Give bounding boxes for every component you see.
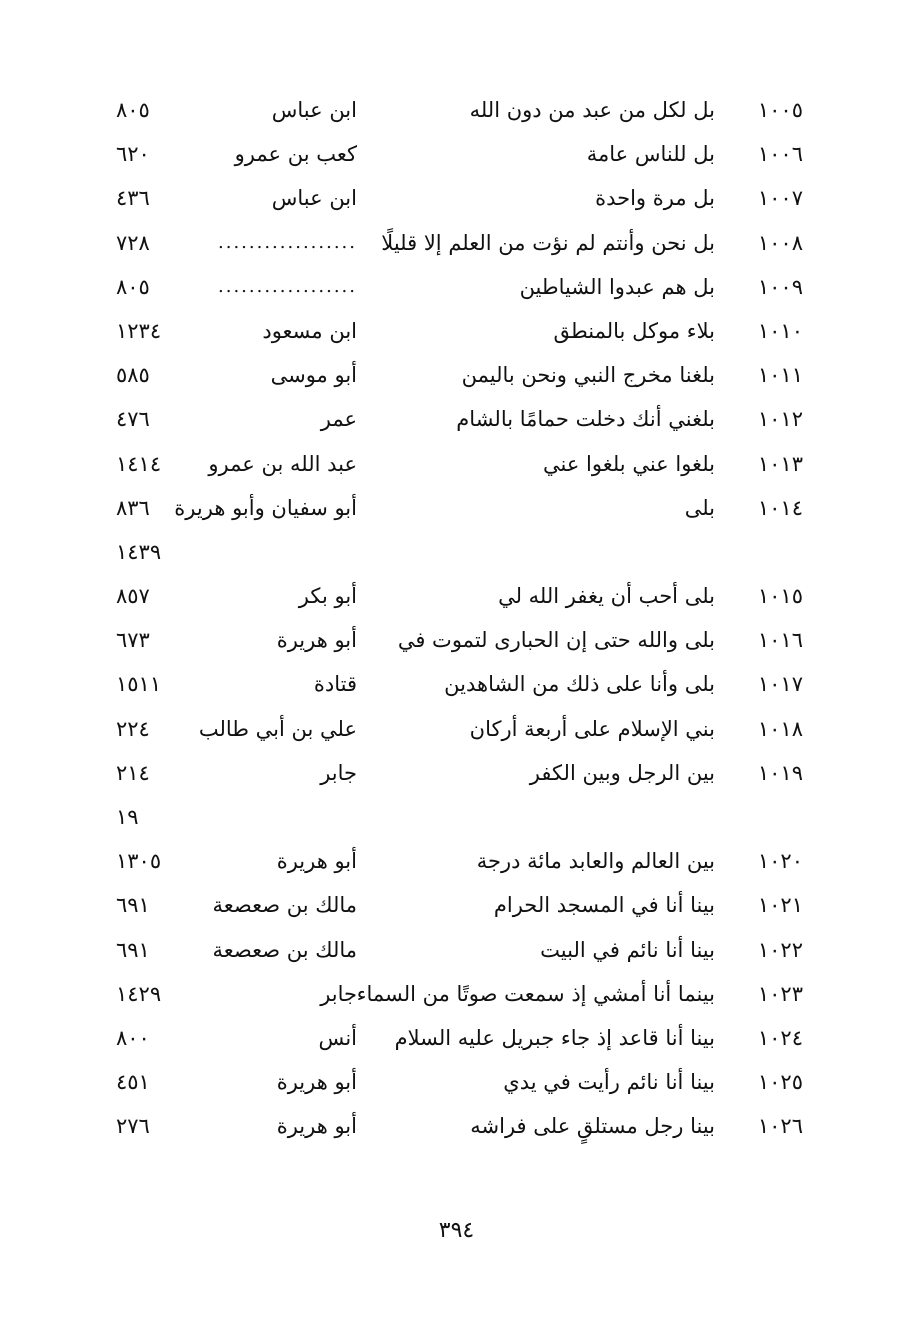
index-row	[0, 221, 913, 265]
page-number: ٣٩٤	[438, 1218, 475, 1243]
index-row	[0, 530, 913, 574]
entry-number: ١٠١٤	[757, 495, 803, 520]
narrator: كعب بن عمرو	[234, 142, 357, 167]
entry-number: ١٠٢٣	[757, 981, 803, 1006]
page-reference: ٨٠٥	[116, 274, 150, 299]
entry-number	[711, 795, 803, 839]
hadith-text: بلى أحب أن يغفر الله لي	[498, 584, 715, 609]
index-row	[0, 88, 913, 132]
hadith-text: بينا أنا في المسجد الحرام	[493, 893, 715, 918]
page-reference: ١٤٢٩	[116, 981, 162, 1006]
entry-number: ١٠٢٥	[757, 1070, 803, 1095]
page-reference: ٢٧٦	[116, 1114, 150, 1139]
entry-number: ١٠١٠	[757, 318, 803, 343]
index-row	[0, 574, 913, 618]
narrator: ابن عباس	[271, 186, 357, 211]
hadith-text: بني الإسلام على أربعة أركان	[469, 716, 715, 741]
hadith-text: بلغنا مخرج النبي ونحن باليمن	[461, 363, 715, 388]
hadith-text: بلى وأنا على ذلك من الشاهدين	[444, 672, 715, 697]
narrator: أبو هريرة	[276, 1070, 357, 1095]
narrator	[157, 530, 357, 574]
narrator: أبو هريرة	[276, 628, 357, 653]
page-reference: ٨٠٥	[116, 98, 150, 122]
narrator: ..................	[218, 275, 357, 297]
hadith-text: بينما أنا أمشي إذ سمعت صوتًا من السماء	[356, 981, 715, 1006]
index-row	[0, 795, 913, 839]
narrator: قتادة	[313, 672, 357, 697]
narrator	[157, 795, 357, 839]
entry-number: ١٠١٧	[757, 672, 803, 697]
entry-number: ١٠١٨	[757, 716, 803, 741]
index-row	[0, 972, 913, 1016]
page-reference: ٢١٤	[116, 760, 150, 785]
page-reference: ٨٥٧	[116, 584, 150, 609]
narrator: عمر	[320, 407, 357, 432]
hadith-text: بين الرجل وبين الكفر	[529, 760, 715, 785]
index-row	[0, 662, 913, 706]
entry-number: ١٠١٥	[757, 584, 803, 609]
entry-number: ١٠١١	[757, 363, 803, 388]
narrator: مالك بن صعصعة	[212, 937, 357, 962]
index-row	[0, 1016, 913, 1060]
index-row	[0, 751, 913, 795]
page-reference: ٨٣٦	[116, 495, 150, 520]
entry-number: ١٠٠٩	[757, 274, 803, 299]
page-reference: ٦٩١	[116, 893, 150, 918]
entry-number: ١٠٢٤	[757, 1025, 803, 1050]
page-reference: ٤٣٦	[116, 186, 150, 211]
narrator: ابن عباس	[271, 98, 357, 122]
entry-number: ١٠٠٥	[757, 98, 803, 122]
entry-number: ١٠٠٦	[757, 142, 803, 167]
page-reference: ١٤٣٩	[116, 539, 162, 564]
hadith-text: بل مرة واحدة	[595, 186, 715, 211]
narrator: عبد الله بن عمرو	[208, 451, 357, 476]
entry-number: ١٠١٣	[757, 451, 803, 476]
page-reference: ١٢٣٤	[116, 318, 162, 343]
narrator: أبو بكر	[298, 584, 357, 609]
narrator: ..................	[218, 231, 357, 253]
page-reference: ٤٧٦	[116, 407, 150, 432]
entry-number: ١٠١٦	[757, 628, 803, 653]
hadith-text: بينا رجل مستلقٍ على فراشه	[470, 1114, 715, 1139]
page-reference: ٢٢٤	[116, 716, 150, 741]
hadith-text: بينا أنا قاعد إذ جاء جبريل عليه السلام	[394, 1025, 715, 1050]
entry-number: ١٠٠٧	[757, 186, 803, 211]
index-row	[0, 309, 913, 353]
page-reference: ٥٨٥	[116, 363, 150, 388]
entry-number: ١٠٠٨	[757, 230, 803, 255]
hadith-text: بل للناس عامة	[586, 142, 715, 167]
narrator: جابر	[320, 760, 357, 785]
index-row	[0, 928, 913, 972]
hadith-text: بينا أنا نائم رأيت في يدي	[503, 1070, 715, 1095]
narrator: أبو هريرة	[276, 849, 357, 874]
page-reference: ٧٢٨	[116, 230, 150, 255]
entry-number: ١٠٢٦	[757, 1114, 803, 1139]
page-reference: ٦٩١	[116, 937, 150, 962]
narrator: أنس	[318, 1025, 357, 1050]
page-reference: ٦٧٣	[116, 628, 150, 653]
narrator: أبو سفيان وأبو هريرة	[174, 495, 357, 520]
page-reference: ١٩	[116, 805, 139, 829]
index-row	[0, 486, 913, 530]
index-row	[0, 1104, 913, 1148]
page-reference: ٤٥١	[116, 1070, 150, 1095]
page-reference: ١٥١١	[116, 672, 162, 697]
entry-number	[711, 530, 803, 574]
index-row	[0, 883, 913, 927]
page-reference: ٨٠٠	[116, 1025, 150, 1050]
index-row	[0, 353, 913, 397]
index-row	[0, 839, 913, 883]
entry-number: ١٠١٢	[757, 407, 803, 432]
index-row	[0, 176, 913, 220]
hadith-text: بلاء موكل بالمنطق	[553, 318, 715, 343]
index-table	[0, 88, 913, 1149]
narrator: مالك بن صعصعة	[212, 893, 357, 918]
entry-number: ١٠٢١	[757, 893, 803, 918]
index-row	[0, 397, 913, 441]
index-row	[0, 442, 913, 486]
hadith-text: بلى	[684, 495, 715, 520]
page-reference: ١٣٠٥	[116, 849, 162, 874]
page-reference: ٦٢٠	[116, 142, 150, 167]
entry-number: ١٠٢٢	[757, 937, 803, 962]
index-row	[0, 618, 913, 662]
index-row	[0, 707, 913, 751]
narrator: أبو هريرة	[276, 1114, 357, 1139]
page-reference: ١٤١٤	[116, 451, 162, 476]
hadith-text: بين العالم والعابد مائة درجة	[476, 849, 715, 874]
hadith-text: بلى والله حتى إن الحبارى لتموت في	[397, 628, 715, 653]
hadith-text	[355, 795, 715, 839]
hadith-text	[355, 530, 715, 574]
narrator: أبو موسى	[270, 363, 357, 388]
index-row	[0, 1060, 913, 1104]
index-row	[0, 265, 913, 309]
narrator: علي بن أبي طالب	[198, 716, 357, 741]
hadith-text: بل لكل من عبد من دون الله	[469, 98, 715, 122]
hadith-text: بل هم عبدوا الشياطين	[519, 274, 715, 299]
narrator: جابر	[320, 981, 357, 1006]
hadith-text: بل نحن وأنتم لم نؤت من العلم إلا قليلًا	[381, 230, 715, 255]
narrator: ابن مسعود	[262, 318, 357, 343]
index-row	[0, 132, 913, 176]
hadith-text: بينا أنا نائم في البيت	[540, 937, 715, 962]
hadith-text: بلغوا عني بلغوا عني	[543, 451, 715, 476]
hadith-text: بلغني أنك دخلت حمامًا بالشام	[456, 407, 715, 432]
entry-number: ١٠١٩	[757, 760, 803, 785]
entry-number: ١٠٢٠	[757, 849, 803, 874]
